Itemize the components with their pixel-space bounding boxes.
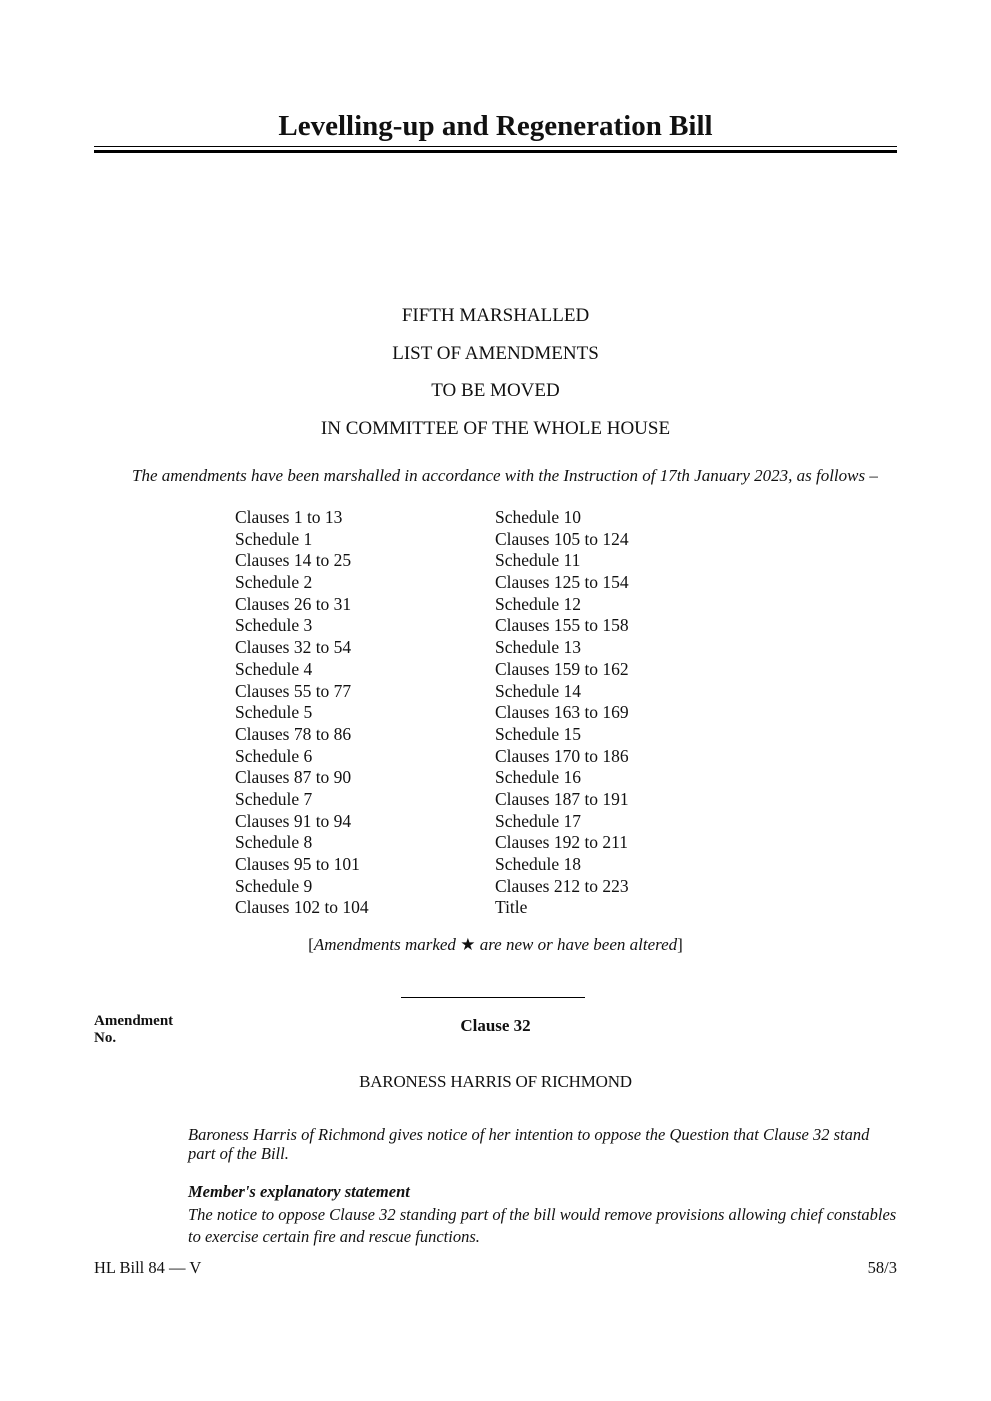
order-item: Clauses 91 to 94	[235, 810, 352, 831]
clause-heading: Clause 32	[460, 1016, 531, 1035]
order-item: Schedule 9	[235, 875, 313, 896]
order-item: Clauses 14 to 25	[235, 550, 352, 571]
section-divider	[401, 997, 585, 998]
order-item: Schedule 5	[235, 702, 313, 723]
member-name: BARONESS HARRIS OF RICHMOND	[359, 1072, 632, 1091]
order-item: Schedule 13	[495, 637, 582, 658]
amendments-note	[94, 934, 897, 956]
bill-reference: HL Bill 84 — V	[94, 1258, 202, 1277]
list-heading	[94, 301, 897, 451]
order-item: Clauses 102 to 104	[235, 897, 369, 918]
order-list-right	[495, 507, 629, 919]
order-item: Schedule 11	[495, 550, 581, 571]
order-item: Clauses 87 to 90	[235, 767, 352, 788]
order-item: Title	[495, 897, 528, 918]
order-list-left	[235, 507, 369, 919]
title-rule-thick	[94, 150, 897, 153]
order-item: Schedule 1	[235, 528, 313, 549]
note-text-before: Amendments marked	[313, 935, 461, 954]
order-item: Schedule 18	[495, 854, 582, 874]
note-open-bracket: [	[308, 935, 314, 954]
order-item: Schedule 15	[495, 723, 582, 744]
marshalling-intro: The amendments have been marshalled in accordance with the Instruction of 17th January 2023, as follows –	[132, 466, 878, 485]
order-item: Clauses 125 to 154	[495, 572, 629, 593]
order-item: Clauses 187 to 191	[495, 788, 629, 809]
order-item: Schedule 12	[495, 593, 582, 614]
order-item: Schedule 7	[235, 788, 313, 809]
order-item: Clauses 170 to 186	[495, 745, 629, 766]
order-item: Clauses 1 to 13	[235, 507, 343, 527]
heading-line: FIFTH MARSHALLED	[401, 305, 590, 326]
order-item: Schedule 8	[235, 832, 313, 853]
order-item: Clauses 105 to 124	[495, 528, 629, 549]
order-item: Clauses 155 to 158	[495, 615, 629, 636]
heading-line: LIST OF AMENDMENTS	[392, 342, 599, 364]
order-item: Schedule 14	[495, 680, 582, 701]
order-item: Schedule 10	[495, 507, 582, 527]
order-item: Schedule 6	[235, 745, 313, 766]
order-item: Clauses 32 to 54	[235, 637, 352, 658]
order-item: Clauses 55 to 77	[235, 680, 352, 701]
order-item: Schedule 4	[235, 658, 313, 679]
heading-line: TO BE MOVED	[431, 380, 560, 401]
order-item: Clauses 159 to 162	[495, 658, 629, 679]
heading-line: IN COMMITTEE OF THE WHOLE HOUSE	[320, 417, 671, 439]
order-item: Clauses 26 to 31	[235, 593, 352, 614]
order-item: Schedule 16	[495, 767, 582, 788]
bill-title: Levelling-up and Regeneration Bill	[278, 110, 713, 142]
amendment-label-line1: Amendment	[94, 1013, 174, 1029]
note-close-bracket: ]	[677, 935, 683, 954]
explanatory-statement-body: The notice to oppose Clause 32 standing part of the bill would remove provisions allowing chief constables to exercise certain fire and rescue functions.	[188, 1205, 897, 1246]
amendment-label-line2: No.	[94, 1030, 117, 1046]
page-reference: 58/3	[867, 1258, 897, 1277]
order-item: Clauses 95 to 101	[235, 854, 360, 874]
order-item: Schedule 3	[235, 615, 313, 636]
explanatory-statement-heading: Member's explanatory statement	[188, 1182, 410, 1201]
order-item: Schedule 17	[495, 810, 582, 831]
order-item: Clauses 192 to 211	[495, 832, 629, 853]
note-text-after: are new or have been altered	[475, 935, 678, 954]
order-item: Clauses 163 to 169	[495, 702, 629, 723]
order-item: Clauses 78 to 86	[235, 723, 352, 744]
notice-text: Baroness Harris of Richmond gives notice of her intention to oppose the Question that Clause 32 stand part of the Bill.	[188, 1125, 870, 1163]
star-icon: ★	[460, 935, 476, 954]
title-rule-thin	[94, 146, 897, 147]
order-item: Clauses 212 to 223	[495, 875, 629, 896]
order-item: Schedule 2	[235, 572, 313, 593]
